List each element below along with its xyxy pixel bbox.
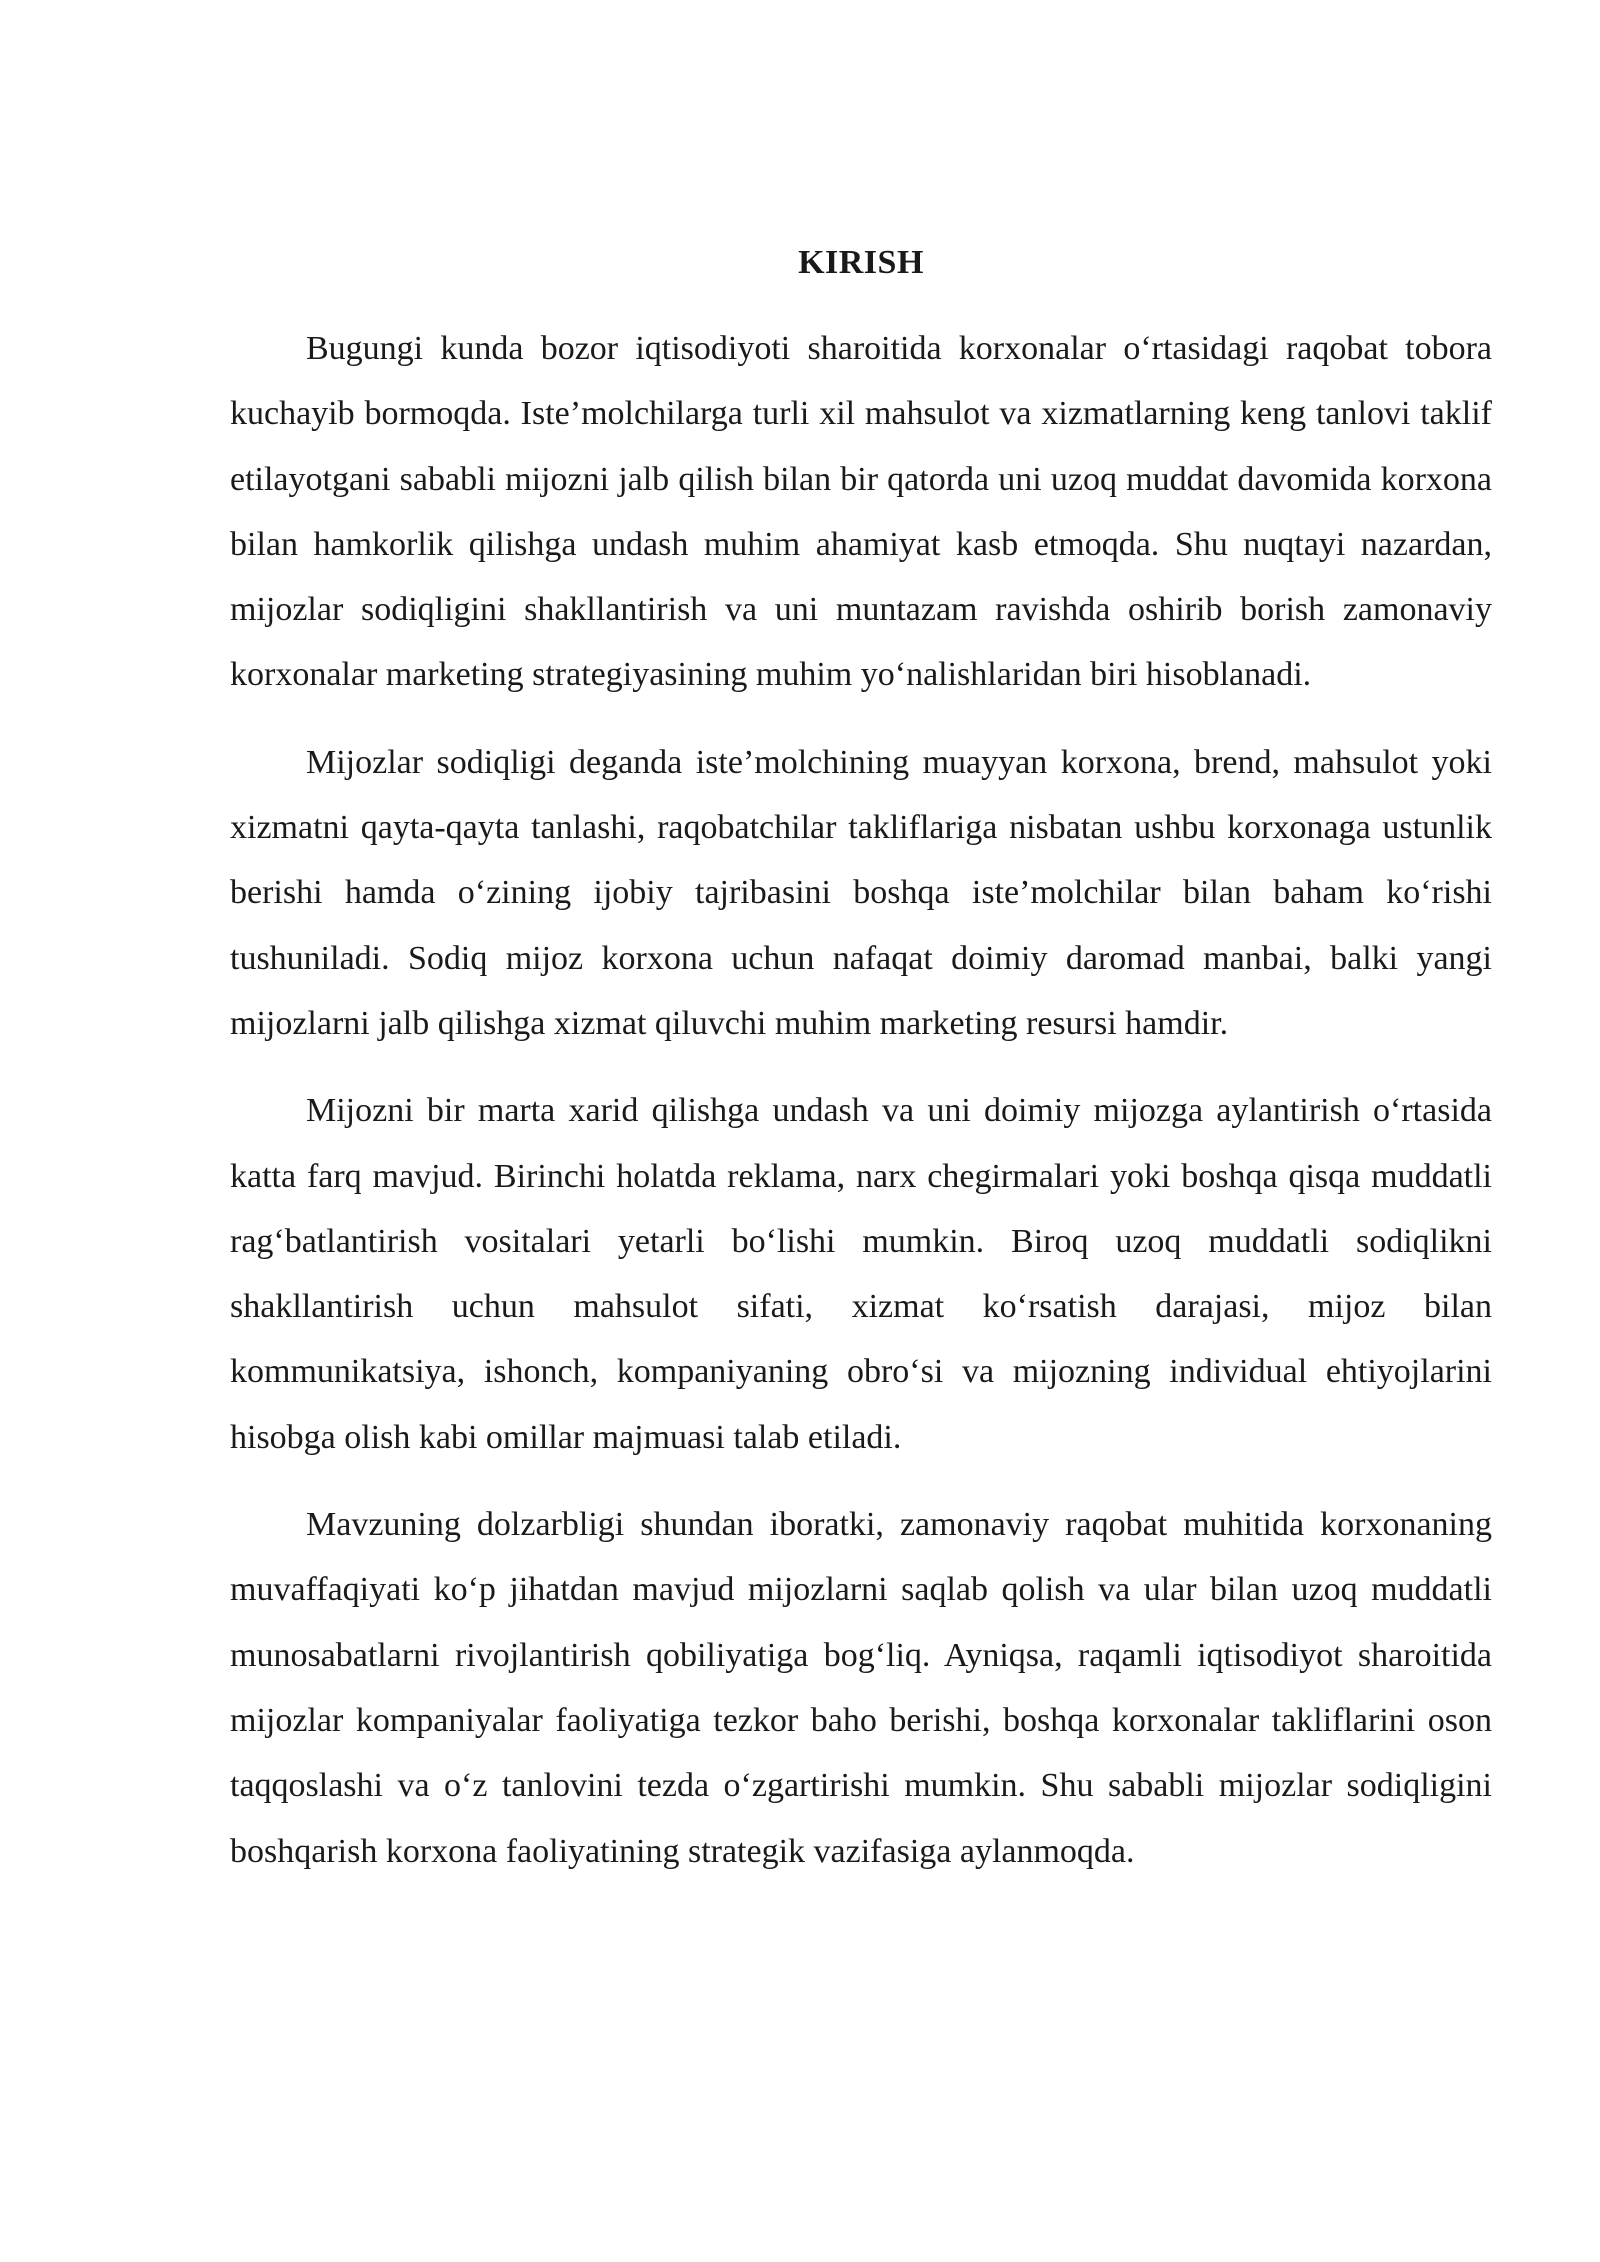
paragraph-3: Mijozni bir marta xarid qilishga undash va uni doimiy mijozga aylantirish o‘rtasida katta farq mavjud. Birinchi holatda reklama, narx chegirmalari yoki boshqa qisqa muddatli rag‘batlantirish vositalari yetarli bo‘lishi mumkin. Biroq uzoq muddatli sodiqlikni shakllantirish uchun mahsulot sifati, xizmat ko‘rsatish darajasi, mijoz bilan kommunikatsiya, ishonch, kompaniyaning obro‘si va mijozning individual ehtiyojlarini hisobga olish kabi omillar majmuasi talab etiladi. [230, 1092, 1492, 1456]
paragraph-1: Bugungi kunda bozor iqtisodiyoti sharoitida korxonalar o‘rtasidagi raqobat tobora kuchayib bormoqda. Iste’molchilarga turli xil mahsulot va xizmatlarning keng tanlovi taklif etilayotgani sababli mijozni jalb qilish bilan bir qatorda uni uzoq muddat davomida korxona bilan hamkorlik qilishga undash muhim ahamiyat kasb etmoqda. Shu nuqtayi nazardan, mijozlar sodiqligini shakllantirish va uni muntazam ravishda oshirib borish zamonaviy korxonalar marketing strategiyasining muhim yo‘nalishlaridan biri hisoblanadi. [230, 330, 1492, 694]
document-body [230, 238, 1492, 1906]
paragraph-2: Mijozlar sodiqligi deganda iste’molchining muayyan korxona, brend, mahsulot yoki xizmatni qayta-qayta tanlashi, raqobatchilar takliflariga nisbatan ushbu korxonaga ustunlik berishi hamda o‘zining ijobiy tajribasini boshqa iste’molchilar bilan baham ko‘rishi tushuniladi. Sodiq mijoz korxona uchun nafaqat doimiy daromad manbai, balki yangi mijozlarni jalb qilishga xizmat qiluvchi muhim marketing resursi hamdir. [230, 743, 1492, 1042]
page-title: KIRISH [798, 244, 924, 281]
paragraph-4: Mavzuning dolzarbligi shundan iboratki, zamonaviy raqobat muhitida korxonaning muvaffaqiyati ko‘p jihatdan mavjud mijozlarni saqlab qolish va ular bilan uzoq muddatli munosabatlarni rivojlantirish qobiliyatiga bog‘liq. Ayniqsa, raqamli iqtisodiyot sharoitida mijozlar kompaniyalar faoliyatiga tezkor baho berishi, boshqa korxonalar takliflarini oson taqqoslashi va o‘z tanlovini tezda o‘zgartirishi mumkin. Shu sababli mijozlar sodiqligini boshqarish korxona faoliyatining strategik vazifasiga aylanmoqda. [230, 1506, 1492, 1870]
